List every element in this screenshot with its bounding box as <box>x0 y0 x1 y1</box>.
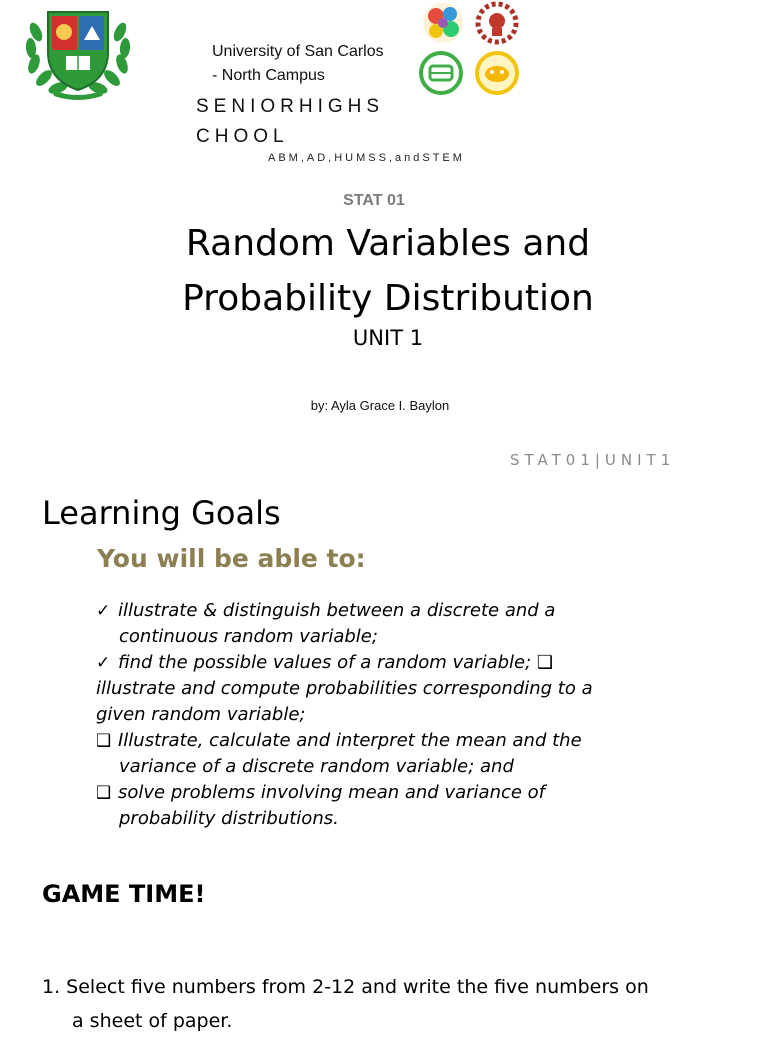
list-item <box>96 676 726 728</box>
goal-text-cont: continuous random variable; <box>119 626 378 647</box>
list-item <box>96 780 726 832</box>
document-title <box>0 216 768 326</box>
emblem-colorful-icon <box>420 0 466 46</box>
strands-line: ABM,AD,HUMSS,andSTEM <box>268 152 465 164</box>
goal-text: illustrate and compute probabilities corresponding to a <box>96 678 593 699</box>
course-code: STAT 01 <box>343 192 405 209</box>
checkbox-bullet-icon: ❑ <box>96 783 112 803</box>
goal-text-cont: variance of a discrete random variable; and <box>119 756 514 777</box>
goal-text: find the possible values of a random variable; ❑ <box>118 652 554 673</box>
document-title-line2: Probability Distribution <box>182 278 594 319</box>
goal-text: illustrate & distinguish between a discrete and a <box>118 600 556 621</box>
author-line: by: Ayla Grace I. Baylon <box>310 398 450 413</box>
goal-text-cont: given random variable; <box>96 704 306 725</box>
university-name-line2: - North Campus <box>212 67 325 84</box>
list-item <box>96 728 726 780</box>
school-name <box>196 92 426 152</box>
school-name-line1: SENIORHIGHS <box>196 96 385 117</box>
learning-goals-list <box>96 598 726 832</box>
emblem-red-wreath-icon <box>474 0 520 46</box>
learning-goals-heading: Learning Goals <box>42 494 281 532</box>
school-name-line2: CHOOL <box>196 126 289 147</box>
game-instruction-line2: a sheet of paper. <box>72 1010 233 1032</box>
list-item <box>96 650 726 676</box>
checkmark-icon: ✓ <box>96 653 111 673</box>
checkmark-icon: ✓ <box>96 601 111 621</box>
document-title-line1: Random Variables and <box>185 223 591 264</box>
university-name <box>212 40 417 88</box>
game-instruction-line1: 1. Select five numbers from 2-12 and write the five numbers on <box>42 976 649 998</box>
emblem-yellow-icon <box>474 50 520 96</box>
goal-text: Illustrate, calculate and interpret the mean and the <box>118 730 582 751</box>
game-instruction <box>42 970 742 1038</box>
university-name-line1: University of San Carlos <box>212 43 384 60</box>
learning-goals-subheading: You will be able to: <box>97 544 366 573</box>
goal-text: solve problems involving mean and variance of <box>118 782 546 803</box>
university-seal-logo <box>22 2 134 100</box>
running-head: STAT01|UNIT1 <box>510 451 676 469</box>
checkbox-bullet-icon: ❑ <box>96 731 112 751</box>
list-item <box>96 598 726 650</box>
game-time-heading: GAME TIME! <box>42 880 206 908</box>
emblem-green-icon <box>418 50 464 96</box>
goal-text-cont: probability distributions. <box>119 808 339 829</box>
unit-label: UNIT 1 <box>352 326 424 350</box>
